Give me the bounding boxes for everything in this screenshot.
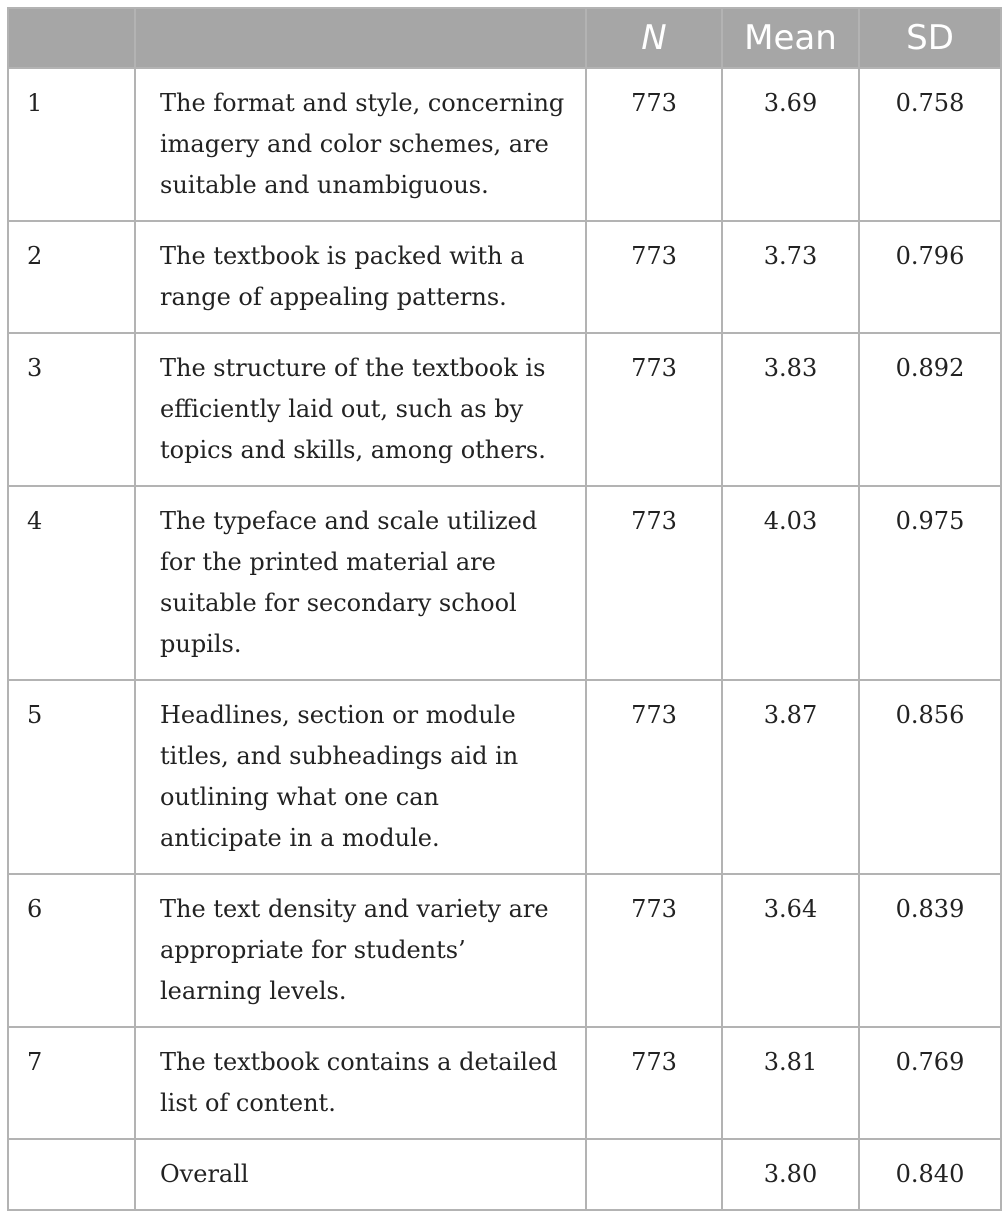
row-index: 2: [8, 221, 135, 333]
table-row: [8, 333, 1001, 486]
row-item: The format and style, concerning imagery and color schemes, are suitable and unambiguous.: [135, 68, 586, 221]
row-mean: 4.03: [722, 486, 859, 680]
row-sd: 0.796: [859, 221, 1001, 333]
row-item: Headlines, section or module titles, and subheadings aid in outlining what one can anticipate in a module.: [135, 680, 586, 874]
row-index: 7: [8, 1027, 135, 1139]
table-row: [8, 221, 1001, 333]
row-index: 6: [8, 874, 135, 1027]
row-n: 773: [586, 680, 722, 874]
row-n: 773: [586, 333, 722, 486]
overall-sd: 0.840: [859, 1139, 1001, 1210]
row-mean: 3.81: [722, 1027, 859, 1139]
row-item: The textbook is packed with a range of appealing patterns.: [135, 221, 586, 333]
row-sd: 0.856: [859, 680, 1001, 874]
header-item: [135, 8, 586, 68]
row-sd: 0.975: [859, 486, 1001, 680]
statistics-table: [7, 7, 1002, 1211]
table-row: [8, 680, 1001, 874]
table-row: [8, 486, 1001, 680]
row-index: 1: [8, 68, 135, 221]
row-mean: 3.64: [722, 874, 859, 1027]
overall-index: [8, 1139, 135, 1210]
overall-label: Overall: [135, 1139, 586, 1210]
overall-mean: 3.80: [722, 1139, 859, 1210]
row-mean: 3.73: [722, 221, 859, 333]
table-row: [8, 1027, 1001, 1139]
row-index: 4: [8, 486, 135, 680]
row-index: 5: [8, 680, 135, 874]
row-n: 773: [586, 1027, 722, 1139]
row-sd: 0.758: [859, 68, 1001, 221]
row-n: 773: [586, 486, 722, 680]
row-n: 773: [586, 68, 722, 221]
overall-row: [8, 1139, 1001, 1210]
header-index: [8, 8, 135, 68]
row-mean: 3.69: [722, 68, 859, 221]
row-mean: 3.83: [722, 333, 859, 486]
row-index: 3: [8, 333, 135, 486]
row-sd: 0.769: [859, 1027, 1001, 1139]
row-sd: 0.839: [859, 874, 1001, 1027]
row-mean: 3.87: [722, 680, 859, 874]
row-sd: 0.892: [859, 333, 1001, 486]
row-item: The text density and variety are appropriate for students’ learning levels.: [135, 874, 586, 1027]
header-row: [8, 8, 1001, 68]
table-row: [8, 68, 1001, 221]
row-item: The structure of the textbook is efficiently laid out, such as by topics and skills, among others.: [135, 333, 586, 486]
row-item: The typeface and scale utilized for the printed material are suitable for secondary school pupils.: [135, 486, 586, 680]
header-sd: SD: [859, 8, 1001, 68]
header-mean: Mean: [722, 8, 859, 68]
row-item: The textbook contains a detailed list of content.: [135, 1027, 586, 1139]
row-n: 773: [586, 221, 722, 333]
table-row: [8, 874, 1001, 1027]
row-n: 773: [586, 874, 722, 1027]
overall-n: [586, 1139, 722, 1210]
header-n: N: [586, 8, 722, 68]
